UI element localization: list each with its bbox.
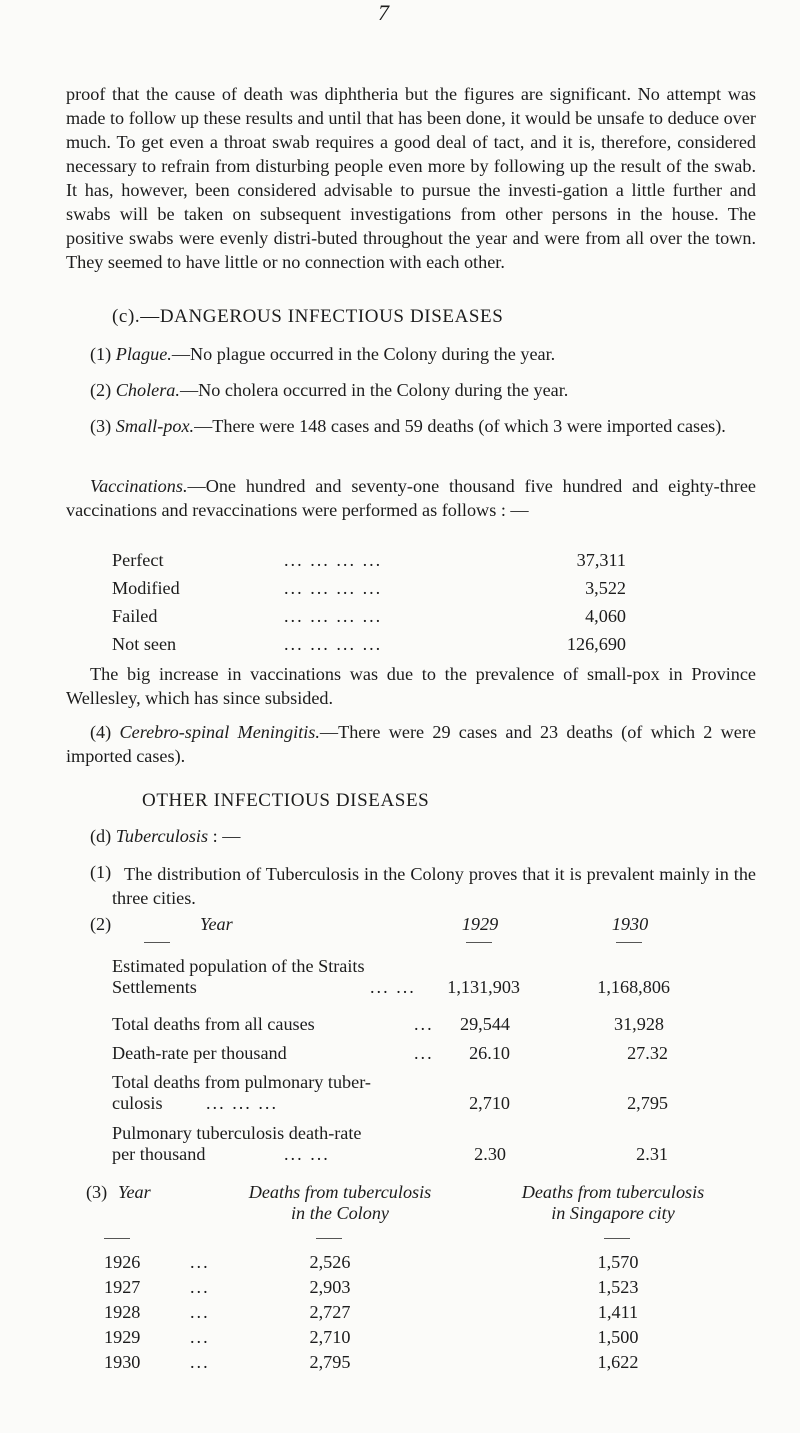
table-3-year-header: Year [118,1182,151,1202]
plague-text: —No plague occurred in the Colony during the year. [171,344,556,364]
page-number: 7 [378,0,389,25]
table-2-row-dots: ... ... ... [206,1093,279,1113]
meningitis-number: (4) [90,722,112,742]
table-2-value-1930: 2.31 [636,1144,668,1164]
table-2-col-1930: 1930 [611,914,649,934]
table-2-value-1929: 1,131,903 [447,977,520,997]
table-3-dots: ... [190,1277,210,1297]
vaccination-label: Not seen [112,634,177,654]
tuberculosis-subheading [90,826,240,847]
table-2-value-1930: 31,928 [613,1014,664,1034]
table-2-row-label: Estimated population of the Straits [112,956,365,976]
vaccination-label: Perfect [112,550,164,570]
table-2-row-dots: ... ... [370,977,416,997]
table-3-colony-header [210,1182,470,1224]
intro-paragraph: proof that the cause of death was diphtheria but the figures are significant. No attempt was made to follow up these results and until that has been done, it would be unsafe to deduce over much. To get even a throat swab requires a good deal of tact, and it is, therefore, considered necessary to refrain from disturbing people even more by following up the result of the swab. It has, however, been considered advisable to pursue the investi-gation a little further and swabs will be taken on subsequent investigations from other persons in the house. The positive swabs were evenly distri-buted throughout the year and were from all over the town. They seemed to have little or no connection with each other. [66,84,756,272]
vaccination-value: 3,522 [585,578,626,598]
tuberculosis-label: (d) [90,826,112,846]
table-2-row-label: Total deaths from pulmonary tuber- [112,1072,371,1092]
table-3-city-header-line2: in Singapore city [551,1203,675,1223]
meningitis-text: —There were 29 cases and 23 deaths (of which 2 were imported cases). [66,722,757,766]
table-3-rule [604,1238,630,1239]
plague-title: Plague. [115,344,172,364]
plague-paragraph [90,342,756,366]
table-3-colony-deaths: 2,526 [309,1252,351,1272]
meningitis-title: Cerebro-spinal Meningitis. [119,722,320,742]
table-3-city-deaths: 1,411 [597,1302,639,1322]
cholera-title: Cholera. [115,380,180,400]
tuberculosis-item-1-text: The distribution of Tuberculosis in the Colony proves that it is prevalent mainly in the three cities. [112,864,756,908]
table-2-value-1930: 27.32 [627,1043,668,1063]
table-3-city-deaths: 1,523 [597,1277,639,1297]
smallpox-number: (3) [90,416,112,436]
table-2-number: (2) [90,914,112,934]
table-3-year: 1928 [104,1302,141,1322]
table-3-dots: ... [190,1252,210,1272]
table-3-colony-header-line2: in the Colony [291,1203,389,1223]
table-3-dots: ... [190,1352,210,1372]
vaccination-dots: ... ... ... ... [284,634,383,654]
vaccinations-paragraph [66,474,756,522]
table-3-year: 1930 [104,1352,141,1372]
section-c-heading: (c).—DANGEROUS INFECTIOUS DISEASES [112,306,504,327]
table-3-dots: ... [190,1302,210,1322]
table-3-colony-deaths: 2,727 [309,1302,351,1322]
plague-number: (1) [90,344,112,364]
table-2-year-header: Year [200,914,233,934]
vaccination-label: Modified [112,578,180,598]
table-2-value-1929: 2,710 [469,1093,510,1113]
smallpox-text: —There were 148 cases and 59 deaths (of which 3 were imported cases). [194,416,726,436]
table-2-rule [144,942,170,943]
table-3-city-deaths: 1,500 [597,1327,639,1347]
table-2-row-label-cont: culosis [112,1093,163,1113]
table-2-row-dots: ... [414,1014,434,1034]
table-3-city-header-line1: Deaths from tuberculosis [521,1182,705,1202]
vaccination-dots: ... ... ... ... [284,550,383,570]
smallpox-paragraph [66,414,756,438]
vaccination-value: 126,690 [566,634,626,654]
table-3-city-header [478,1182,748,1224]
meningitis-paragraph [66,720,756,768]
table-3-dots: ... [190,1327,210,1347]
vaccination-value: 37,311 [576,550,626,570]
vaccination-note: The big increase in vaccinations was due to the prevalence of small-pox in Province Wellesley, which has since subsided. [66,664,756,708]
table-2-row-dots: ... [414,1043,434,1063]
table-2-value-1930: 2,795 [627,1093,668,1113]
vaccination-label: Failed [112,606,158,626]
table-3-year: 1926 [104,1252,141,1272]
table-2-value-1929: 29,544 [459,1014,510,1034]
table-3-number: (3) [86,1182,108,1202]
table-3-colony-deaths: 2,795 [309,1352,351,1372]
vaccinations-title: Vaccinations. [90,476,188,496]
vaccination-dots: ... ... ... ... [284,578,383,598]
table-2-row-label-cont: per thousand [112,1144,206,1164]
table-2-col-1929: 1929 [461,914,499,934]
table-2-rule [466,942,492,943]
table-3-rule [316,1238,342,1239]
table-3-colony-header-line1: Deaths from tuberculosis [248,1182,432,1202]
vaccinations-text: —One hundred and seventy-one thousand five hundred and eighty-three vaccinations and revaccinations were performed as follows : — [66,476,756,520]
table-2-rule [616,942,642,943]
tuberculosis-item-1-number: (1) [90,862,112,882]
table-3-colony-deaths: 2,710 [309,1327,351,1347]
table-2-row-label: Total deaths from all causes [112,1014,315,1034]
table-2-row-dots: ... ... [284,1144,330,1164]
cholera-paragraph [90,378,756,402]
cholera-number: (2) [90,380,112,400]
table-3-year: 1929 [104,1327,141,1347]
smallpox-title: Small-pox. [115,416,195,436]
table-3-year: 1927 [104,1277,141,1297]
table-3-colony-deaths: 2,903 [309,1277,351,1297]
table-2-value-1929: 26.10 [469,1043,510,1063]
tuberculosis-title: Tuberculosis [115,826,209,846]
tuberculosis-suffix: : — [208,826,241,846]
table-3-city-deaths: 1,622 [597,1352,639,1372]
vaccination-dots: ... ... ... ... [284,606,383,626]
table-2-value-1930: 1,168,806 [597,977,670,997]
other-diseases-heading: OTHER INFECTIOUS DISEASES [142,790,430,811]
cholera-text: —No cholera occurred in the Colony during the year. [179,380,569,400]
table-2-row-label: Pulmonary tuberculosis death-rate [112,1123,362,1143]
table-2-row-label-cont: Settlements [112,977,197,997]
table-2-value-1929: 2.30 [474,1144,506,1164]
vaccination-value: 4,060 [585,606,626,626]
table-3-city-deaths: 1,570 [597,1252,639,1272]
table-3-rule [104,1238,130,1239]
table-2-row-label: Death-rate per thousand [112,1043,287,1063]
